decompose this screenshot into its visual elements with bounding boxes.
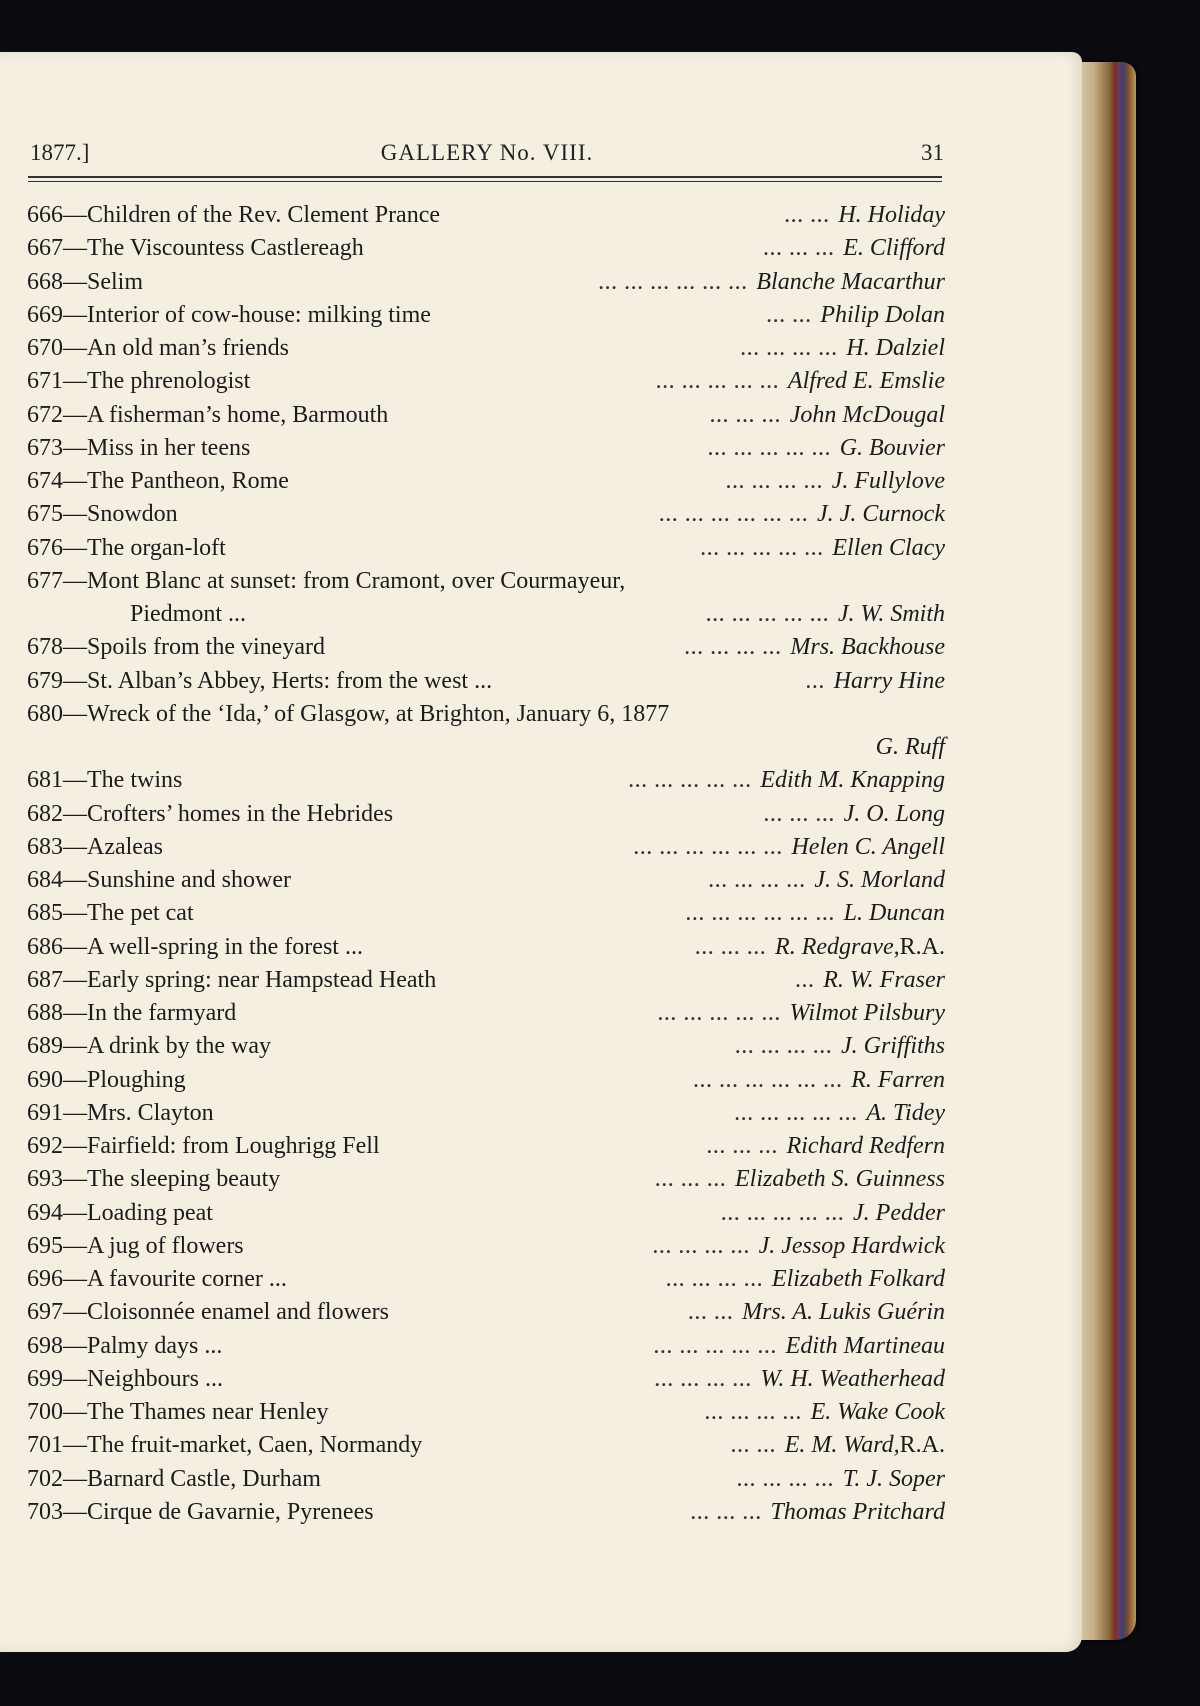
entry-artist: Mrs. Backhouse: [790, 634, 945, 661]
catalogue-entry: [27, 1363, 945, 1396]
entry-title: A jug of flowers: [87, 1232, 244, 1259]
page-number: 31: [921, 140, 944, 165]
entry-artist: Wilmot Pilsbury: [789, 1000, 945, 1026]
entry-dash: —: [63, 202, 87, 228]
entry-dash: —: [63, 1332, 87, 1359]
entry-dash: —: [63, 235, 87, 262]
leader-dots: ... ... ...: [764, 804, 836, 825]
entry-title: The phrenologist: [87, 368, 251, 395]
leader-dots: ... ... ...: [691, 1502, 763, 1523]
catalogue-entry: [27, 365, 945, 398]
entry-number: 680: [27, 700, 63, 727]
leader-dots: ... ... ... ...: [666, 1270, 764, 1290]
catalogue-entry: [27, 199, 945, 232]
catalogue-entry: [27, 831, 945, 864]
catalogue-entry: [27, 1197, 945, 1230]
entry-number: 698: [27, 1332, 63, 1359]
entry-title: Sunshine and shower: [87, 867, 291, 893]
leader-dots: ... ... ... ... ... ...: [693, 1070, 844, 1091]
entry-number: 687: [27, 966, 63, 993]
entry-dash: —: [63, 368, 87, 395]
leader-dots: ... ... ...: [763, 239, 836, 260]
catalogue-entry: [27, 1130, 945, 1163]
entry-dash: —: [63, 434, 87, 461]
entry-dash: —: [63, 1166, 87, 1193]
entry-dash: —: [63, 700, 87, 727]
catalogue-entry: [27, 1064, 945, 1097]
entry-title: The Pantheon, Rome: [87, 468, 289, 494]
catalogue-entry: [27, 232, 945, 265]
entry-number: 699: [27, 1365, 63, 1392]
entry-number: 669: [27, 301, 63, 328]
entry-artist: T. J. Soper: [842, 1465, 945, 1492]
entry-artist: J. W. Smith: [837, 601, 945, 627]
entry-number: 686: [27, 933, 63, 960]
entry-dash: —: [63, 567, 87, 594]
entry-title: Barnard Castle, Durham: [87, 1465, 321, 1492]
entry-title: Snowdon: [87, 501, 178, 528]
entry-title: The Thames near Henley: [87, 1399, 329, 1425]
entry-artist: Elizabeth S. Guinness: [735, 1166, 945, 1193]
entry-number: 693: [27, 1166, 63, 1193]
entry-dash: —: [63, 1299, 87, 1326]
entry-title: Loading peat: [87, 1199, 213, 1226]
entry-number: 674: [27, 468, 63, 494]
header-rule: [28, 176, 942, 178]
entry-dash: —: [63, 933, 87, 960]
entry-title: A well-spring in the forest ...: [87, 933, 363, 960]
catalogue-entry: [27, 266, 945, 299]
catalogue-entry: [27, 1396, 945, 1429]
entry-artist: H. Dalziel: [846, 335, 945, 361]
leader-dots: ... ... ... ...: [740, 339, 839, 359]
entry-number: 692: [27, 1133, 63, 1159]
leader-dots: ... ... ... ...: [653, 1236, 751, 1257]
entry-number: 700: [27, 1399, 63, 1425]
catalogue-entry: [27, 1496, 945, 1529]
entry-number: 691: [27, 1099, 63, 1126]
entry-number: 679: [27, 667, 63, 694]
entry-title: Cloisonnée enamel and flowers: [87, 1299, 389, 1326]
catalogue-entry: [27, 1163, 945, 1196]
entry-dash: —: [63, 468, 87, 494]
catalogue-entry: [27, 1463, 945, 1496]
catalogue-entry: [27, 532, 945, 565]
artist-suffix: R.A.: [899, 1432, 945, 1459]
entry-title: Interior of cow-house: milking time: [87, 301, 431, 328]
entry-artist: Edith M. Knapping: [760, 767, 945, 794]
entry-dash: —: [63, 1232, 87, 1259]
entry-artist: J. Griffiths: [840, 1033, 945, 1060]
catalogue-entry: [27, 931, 945, 964]
entry-artist: Blanche Macarthur: [756, 268, 945, 295]
entry-title: A drink by the way: [87, 1033, 271, 1060]
entry-dash: —: [63, 335, 87, 361]
entry-artist: R. W. Fraser: [823, 966, 945, 993]
leader-dots: ... ... ... ... ...: [658, 1004, 782, 1024]
entry-number: 684: [27, 867, 63, 893]
entry-title: Crofters’ homes in the Hebrides: [87, 800, 394, 827]
leader-dots: ... ... ... ... ...: [734, 1103, 859, 1124]
leader-dots: ... ... ...: [655, 1170, 727, 1191]
catalogue-entry: [27, 1330, 945, 1363]
entry-title: Mrs. Clayton: [87, 1099, 214, 1126]
catalogue-entry: [27, 332, 945, 365]
leader-dots: ... ... ...: [707, 1137, 779, 1157]
leader-dots: ... ... ... ... ...: [656, 372, 780, 393]
entry-title: Spoils from the vineyard: [87, 634, 325, 661]
entry-title: Miss in her teens: [87, 434, 251, 461]
leader-dots: ... ... ... ... ...: [700, 538, 825, 559]
entry-artist: Edith Martineau: [785, 1332, 945, 1359]
catalogue-entry: [27, 631, 945, 664]
entry-artist: E. Clifford: [843, 235, 945, 262]
entry-dash: —: [63, 301, 87, 328]
leader-dots: ... ... ... ...: [726, 472, 824, 492]
entry-number: 681: [27, 767, 63, 794]
entry-title: The fruit-market, Caen, Normandy: [87, 1432, 423, 1459]
entry-title: Cirque de Gavarnie, Pyrenees: [87, 1498, 374, 1525]
header-gallery-title: GALLERY No. VIII.: [380, 140, 594, 165]
catalogue-entry: [27, 964, 945, 997]
entry-artist: Philip Dolan: [820, 301, 945, 328]
catalogue-entry: [27, 498, 945, 531]
entry-artist: Elizabeth Folkard: [771, 1266, 945, 1292]
entry-number: 683: [27, 833, 63, 860]
entry-dash: —: [63, 1099, 87, 1126]
leader-dots: ... ... ... ... ...: [654, 1336, 778, 1357]
catalogue-entry: [27, 864, 945, 897]
entry-dash: —: [63, 401, 87, 428]
entry-number: 701: [27, 1432, 63, 1459]
entry-artist: J. S. Morland: [814, 867, 945, 893]
entry-artist: Thomas Pritchard: [770, 1498, 945, 1525]
catalogue-entry: [27, 598, 945, 631]
entry-number: 703: [27, 1498, 63, 1525]
entry-dash: —: [63, 1399, 87, 1425]
entry-number: 677: [27, 567, 63, 594]
leader-dots: ... ... ... ... ...: [721, 1203, 846, 1224]
leader-dots: ... ... ... ...: [655, 1369, 753, 1390]
leader-dots: ... ... ...: [695, 937, 768, 958]
entry-number: 676: [27, 534, 63, 561]
entry-number: 696: [27, 1266, 63, 1292]
entry-dash: —: [63, 534, 87, 561]
entry-dash: —: [63, 1199, 87, 1226]
entry-artist: H. Holiday: [838, 202, 945, 228]
entry-artist: R. Farren: [851, 1066, 945, 1093]
entry-dash: —: [63, 667, 87, 694]
entry-title: Ploughing: [87, 1066, 186, 1093]
entry-title: Fairfield: from Loughrigg Fell: [87, 1133, 380, 1159]
entry-artist: Ellen Clacy: [832, 534, 945, 561]
entry-title: The twins: [87, 767, 183, 794]
entry-dash: —: [63, 966, 87, 993]
entry-artist: J. Pedder: [853, 1199, 945, 1226]
entry-dash: —: [63, 867, 87, 893]
entry-number: 668: [27, 268, 63, 295]
entry-artist: G. Bouvier: [839, 434, 945, 461]
catalogue-list: [27, 199, 945, 1529]
catalogue-entry: [27, 665, 945, 698]
leader-dots: ... ... ...: [710, 405, 782, 426]
catalogue-entry: [27, 565, 945, 598]
entry-dash: —: [63, 268, 87, 295]
entry-number: 689: [27, 1033, 63, 1060]
leader-dots: ... ... ... ...: [705, 1403, 803, 1423]
entry-number: 688: [27, 1000, 63, 1026]
entry-artist: E. Wake Cook: [810, 1399, 945, 1425]
leader-dots: ... ... ... ... ...: [628, 771, 753, 792]
entry-artist: R. Redgrave,: [775, 933, 900, 960]
entry-artist: J. O. Long: [843, 800, 945, 827]
catalogue-entry: [27, 798, 945, 831]
catalogue-entry: [27, 399, 945, 432]
entry-number: 690: [27, 1066, 63, 1093]
entry-artist: John McDougal: [789, 401, 945, 428]
entry-artist: Richard Redfern: [786, 1133, 945, 1159]
entry-dash: —: [63, 767, 87, 794]
leader-dots: ... ...: [784, 206, 831, 226]
entry-number: 675: [27, 501, 63, 528]
entry-title: Wreck of the ‘Ida,’ of Glasgow, at Brighton, January 6, 1877: [87, 700, 670, 727]
running-header: [30, 140, 944, 176]
header-year: 1877.]: [30, 140, 90, 165]
catalogue-entry: [27, 432, 945, 465]
entry-artist: Alfred E. Emslie: [787, 368, 945, 395]
entry-dash: —: [63, 1066, 87, 1093]
book-fore-edge: [1076, 62, 1136, 1640]
leader-dots: ... ...: [688, 1303, 735, 1324]
entry-dash: —: [63, 1465, 87, 1492]
entry-number: 678: [27, 634, 63, 661]
entry-dash: —: [63, 800, 87, 827]
entry-title: St. Alban’s Abbey, Herts: from the west ...: [87, 667, 493, 694]
entry-dash: —: [63, 1365, 87, 1392]
entry-number: 697: [27, 1299, 63, 1326]
entry-number: 672: [27, 401, 63, 428]
entry-number: 702: [27, 1465, 63, 1492]
catalogue-entry: [27, 731, 945, 764]
header-rule-thin: [28, 181, 942, 182]
leader-dots: ... ... ... ... ... ...: [686, 904, 836, 925]
catalogue-entry: [27, 764, 945, 797]
artist-suffix: R.A.: [899, 933, 945, 960]
leader-dots: ... ... ... ... ...: [708, 438, 832, 459]
entry-title: Neighbours ...: [87, 1365, 223, 1392]
entry-title: Azaleas: [87, 833, 163, 860]
leader-dots: ...: [806, 671, 826, 692]
entry-title: Selim: [87, 268, 144, 295]
catalogue-entry: [27, 465, 945, 498]
catalogue-entry: [27, 698, 945, 731]
entry-artist: A. Tidey: [866, 1099, 945, 1126]
entry-number: 667: [27, 235, 63, 262]
entry-artist: J. J. Curnock: [817, 501, 945, 528]
catalogue-entry: [27, 299, 945, 332]
entry-artist: L. Duncan: [843, 900, 945, 927]
entry-title: An old man’s friends: [87, 335, 289, 361]
leader-dots: ... ... ... ... ... ...: [598, 272, 749, 293]
catalogue-entry: [27, 1230, 945, 1263]
catalogue-entry: [27, 1030, 945, 1063]
entry-artist: G. Ruff: [875, 734, 945, 760]
entry-dash: —: [63, 900, 87, 927]
entry-title: The pet cat: [87, 900, 194, 927]
entry-title: Palmy days ...: [87, 1332, 223, 1359]
entry-number: 673: [27, 434, 63, 461]
entry-number: 666: [27, 202, 63, 228]
entry-title: In the farmyard: [87, 1000, 237, 1026]
entry-artist: J. Jessop Hardwick: [758, 1232, 945, 1259]
entry-title: Piedmont ...: [130, 601, 247, 627]
leader-dots: ... ... ... ... ...: [706, 605, 830, 625]
entry-number: 670: [27, 335, 63, 361]
entry-dash: —: [63, 1133, 87, 1159]
entry-number: 695: [27, 1232, 63, 1259]
entry-dash: —: [63, 833, 87, 860]
entry-artist: Mrs. A. Lukis Guérin: [742, 1299, 945, 1326]
entry-title: Mont Blanc at sunset: from Cramont, over Courmayeur,: [87, 567, 626, 594]
catalogue-entry: [27, 1097, 945, 1130]
entry-number: 671: [27, 368, 63, 395]
catalogue-entry: [27, 1263, 945, 1296]
entry-dash: —: [63, 501, 87, 528]
entry-dash: —: [63, 634, 87, 661]
entry-number: 694: [27, 1199, 63, 1226]
leader-dots: ... ... ... ...: [737, 1469, 835, 1490]
entry-title: A fisherman’s home, Barmouth: [87, 401, 389, 428]
entry-artist: J. Fullylove: [831, 468, 945, 494]
catalogue-entry: [27, 897, 945, 930]
leader-dots: ... ... ... ...: [735, 1037, 833, 1058]
entry-artist: E. M. Ward,: [784, 1432, 900, 1459]
leader-dots: ... ... ... ... ... ...: [659, 505, 810, 526]
entry-artist: Helen C. Angell: [791, 833, 945, 860]
leader-dots: ... ... ... ...: [684, 638, 783, 659]
entry-dash: —: [63, 1266, 87, 1292]
catalogue-entry: [27, 1296, 945, 1329]
leader-dots: ... ...: [766, 305, 813, 326]
entry-dash: —: [63, 1000, 87, 1026]
entry-title: The organ-loft: [87, 534, 226, 561]
entry-number: 685: [27, 900, 63, 927]
entry-title: The Viscountess Castlereagh: [87, 235, 364, 262]
catalogue-entry: [27, 1429, 945, 1462]
entry-artist: W. H. Weatherhead: [760, 1365, 945, 1392]
entry-dash: —: [63, 1498, 87, 1525]
entry-dash: —: [63, 1033, 87, 1060]
entry-title: The sleeping beauty: [87, 1166, 281, 1193]
entry-dash: —: [63, 1432, 87, 1459]
entry-number: 682: [27, 800, 63, 827]
entry-title: Children of the Rev. Clement Prance: [87, 202, 441, 228]
leader-dots: ... ...: [731, 1436, 777, 1457]
catalogue-entry: [27, 997, 945, 1030]
leader-dots: ... ... ... ... ... ...: [633, 837, 784, 858]
entry-artist: Harry Hine: [833, 667, 945, 694]
entry-title: Early spring: near Hampstead Heath: [87, 966, 437, 993]
entry-title: A favourite corner ...: [87, 1266, 287, 1292]
leader-dots: ...: [795, 970, 816, 991]
leader-dots: ... ... ... ...: [708, 871, 807, 891]
